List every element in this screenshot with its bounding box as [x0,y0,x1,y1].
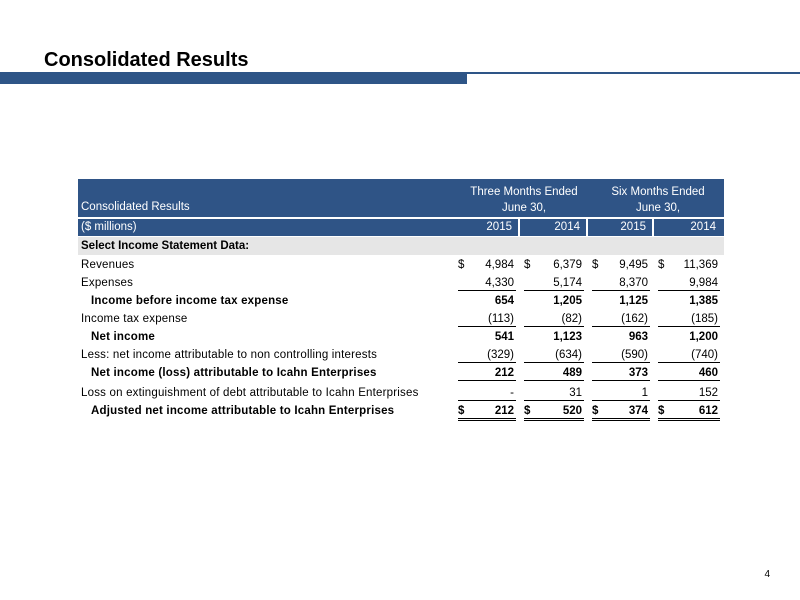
table-caption: Consolidated Results [81,201,190,213]
row-label: Net income [91,331,155,343]
value-cell [592,347,650,363]
value-cell [458,385,516,401]
cell-value: 5,174 [553,277,582,289]
value-cell [592,293,650,308]
value-cell [458,403,516,421]
table-row [78,275,724,291]
value-cell [458,347,516,363]
cell-value: (185) [691,313,718,325]
table-row [78,403,724,419]
cell-value: 1,200 [689,331,718,343]
year-header-row [78,219,724,236]
row-label: Income before income tax expense [91,295,289,307]
cell-value: 963 [628,331,648,343]
value-cell [458,365,516,381]
cell-value: 8,370 [619,277,648,289]
cell-value: 9,984 [689,277,718,289]
dollar-sign: $ [524,405,531,417]
cell-value: 31 [569,387,582,399]
year-separator [586,219,588,236]
cell-value: 654 [494,295,514,307]
cell-value: 1,205 [553,295,582,307]
table-row [78,347,724,363]
header-six-months [592,184,724,216]
table-row [78,311,724,327]
value-cell [458,329,516,344]
value-cell [524,257,584,272]
cell-value: (82) [561,313,582,325]
value-cell [524,365,584,381]
cell-value: 6,379 [553,259,582,271]
header-three-months-line2: June 30, [501,202,547,214]
cell-value: 520 [562,405,582,417]
row-label: Adjusted net income attributable to Icahn Enterprises [91,405,395,417]
dollar-sign: $ [458,259,465,271]
dollar-sign: $ [524,259,531,271]
dollar-sign: $ [658,259,665,271]
value-cell [592,403,650,421]
cell-value: 460 [698,367,718,379]
value-cell [658,365,720,381]
dollar-sign: $ [658,405,665,417]
units-label: ($ millions) [81,221,137,233]
value-cell [458,275,516,291]
row-label: Less: net income attributable to non controlling interests [81,349,378,361]
cell-value: 212 [494,405,514,417]
table-row [78,257,724,273]
cell-value: 11,369 [683,259,718,271]
year-separator [518,219,520,236]
value-cell [524,275,584,291]
dollar-sign: $ [592,405,599,417]
cell-value: (740) [691,349,718,361]
cell-value: (590) [621,349,648,361]
cell-value: 1,123 [553,331,582,343]
row-label: Revenues [81,259,135,271]
cell-value: 152 [698,387,718,399]
row-label: Income tax expense [81,313,188,325]
cell-value: 4,330 [485,277,514,289]
value-cell [524,385,584,401]
cell-value: - [510,387,514,399]
year-label: 2015 [620,221,646,233]
cell-value: 9,495 [619,259,648,271]
value-cell [658,347,720,363]
cell-value: 374 [628,405,648,417]
page-title: Consolidated Results [44,49,249,71]
value-cell [458,311,516,327]
value-cell [458,293,516,308]
header-three-months-line1: Three Months Ended [470,186,578,198]
title-rule-thick [0,72,467,84]
value-cell [592,385,650,401]
header-three-months [456,184,592,216]
year-separator [652,219,654,236]
row-label: Loss on extinguishment of debt attributable to Icahn Enterprises [81,387,419,399]
value-cell [658,257,720,272]
dollar-sign: $ [458,405,465,417]
value-cell [592,257,650,272]
table-row [78,293,724,309]
section-header [78,237,724,255]
row-label: Expenses [81,277,134,289]
year-label: 2015 [486,221,512,233]
cell-value: 1,125 [619,295,648,307]
value-cell [658,403,720,421]
cell-value: 373 [628,367,648,379]
page-number: 4 [764,569,770,580]
value-cell [524,329,584,344]
row-label: Net income (loss) attributable to Icahn Enterprises [91,367,377,379]
value-cell [524,293,584,308]
value-cell [658,329,720,344]
section-label: Select Income Statement Data: [81,240,250,252]
value-cell [658,275,720,291]
dollar-sign: $ [592,259,599,271]
value-cell [592,365,650,381]
cell-value: (634) [555,349,582,361]
cell-value: 212 [494,367,514,379]
table-header [78,179,724,217]
value-cell [524,403,584,421]
header-six-months-line1: Six Months Ended [611,186,705,198]
table-row [78,329,724,345]
cell-value: (329) [487,349,514,361]
cell-value: 1 [641,387,648,399]
value-cell [658,385,720,401]
year-label: 2014 [690,221,716,233]
cell-value: 4,984 [485,259,514,271]
title-rule-thin [467,72,800,74]
value-cell [592,329,650,344]
cell-value: (162) [621,313,648,325]
cell-value: 1,385 [689,295,718,307]
header-six-months-line2: June 30, [635,202,681,214]
cell-value: 612 [698,405,718,417]
cell-value: 541 [494,331,514,343]
value-cell [592,275,650,291]
table-row [78,365,724,381]
value-cell [524,347,584,363]
year-label: 2014 [554,221,580,233]
value-cell [658,293,720,308]
table-row [78,385,724,401]
value-cell [458,257,516,272]
value-cell [592,311,650,327]
cell-value: (113) [488,313,514,325]
value-cell [524,311,584,327]
cell-value: 489 [562,367,582,379]
value-cell [658,311,720,327]
